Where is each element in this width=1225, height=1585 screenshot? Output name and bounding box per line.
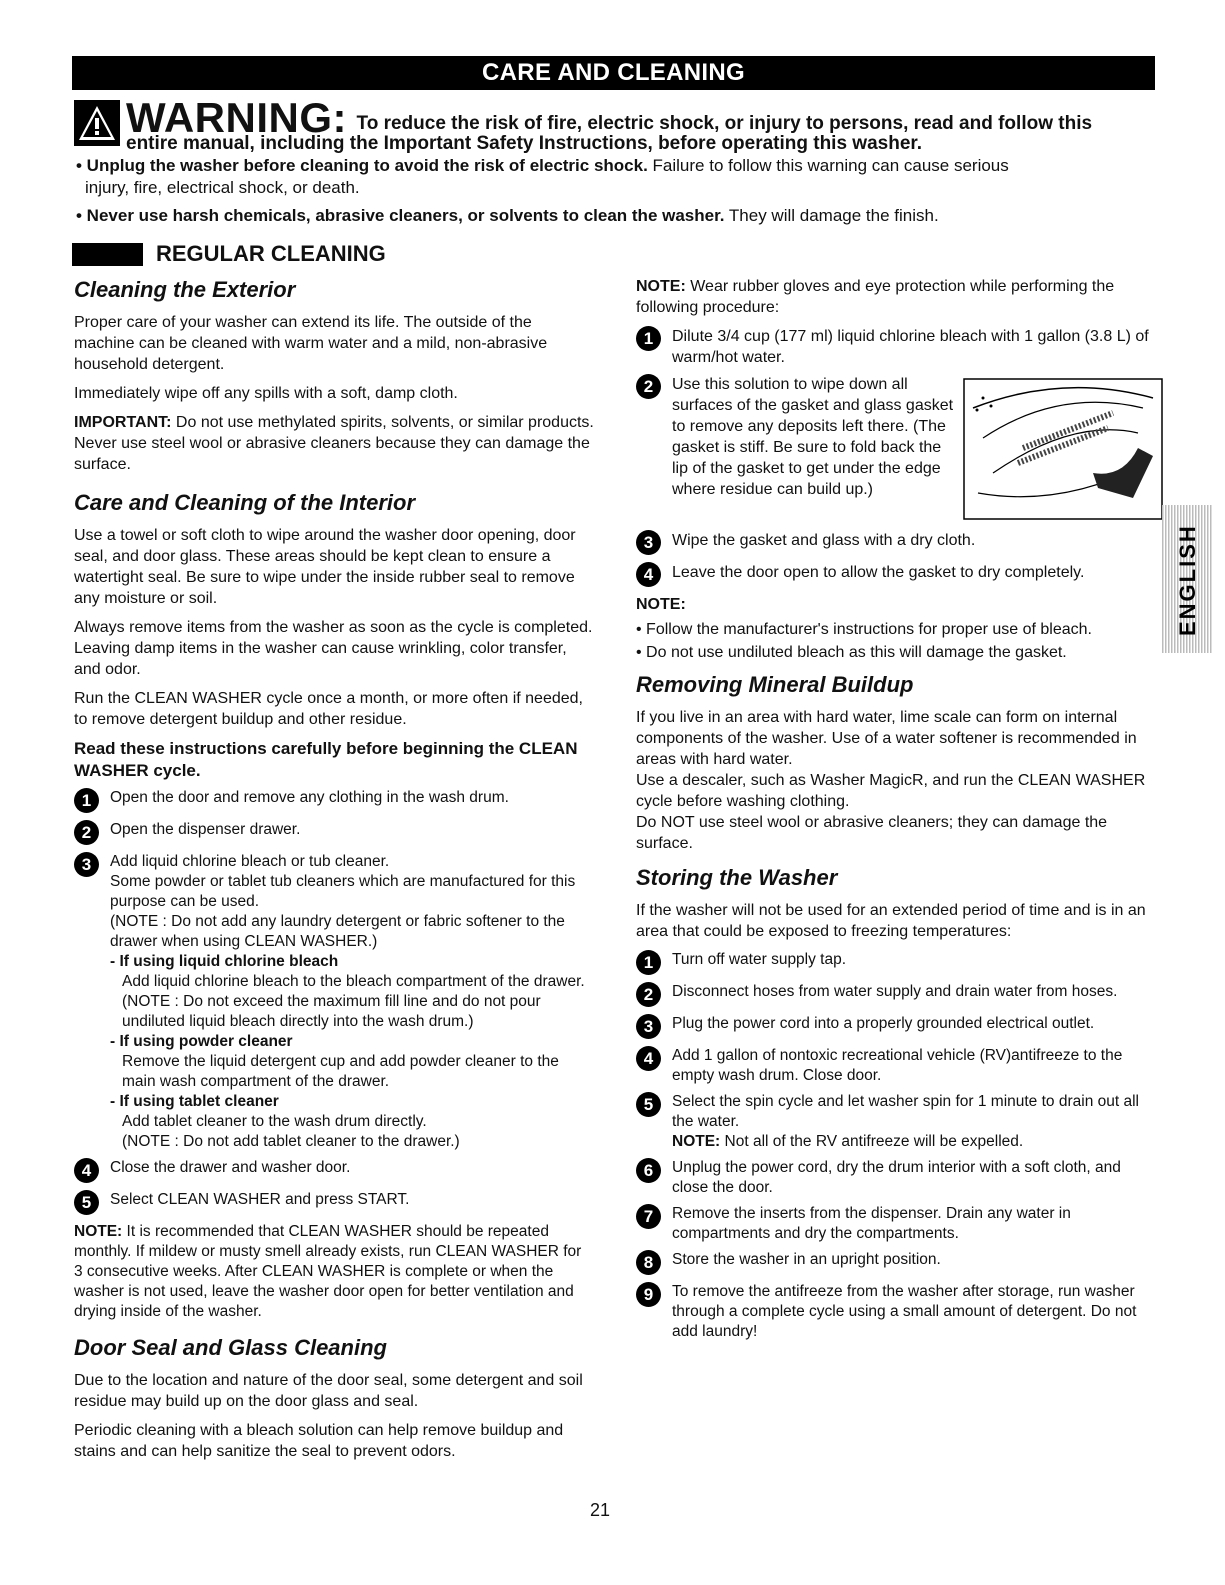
note-label: NOTE: xyxy=(74,1223,123,1240)
step-text: Add liquid chlorine bleach or tub cleaner. xyxy=(110,853,390,870)
exterior-paragraph-1: Proper care of your washer can extend its life. The outside of the machine can be cleaned with warm water and a mild, non-abrasive household detergent. xyxy=(74,314,548,373)
list-item xyxy=(636,1250,1161,1276)
step-text: To remove the antifreeze from the washer after storage, run washer through a complete cycle using a small amount of detergent. Do not add laundry! xyxy=(672,1283,1137,1340)
step-text: Add 1 gallon of nontoxic recreational vehicle (RV)antifreeze to the empty wash drum. Close door. xyxy=(672,1047,1123,1084)
warning-text-line1: To reduce the risk of fire, electric shock, or injury to persons, read and follow this xyxy=(356,113,1093,134)
step-text: Wipe the gasket and glass with a dry cloth. xyxy=(672,532,976,549)
step-number: 1 xyxy=(74,788,99,813)
gasket-illustration xyxy=(963,378,1163,520)
interior-title: Care and Cleaning of the Interior xyxy=(74,490,416,515)
step-number: 2 xyxy=(636,982,661,1007)
step-text: Disconnect hoses from water supply and drain water from hoses. xyxy=(672,983,1118,1000)
step-5-note xyxy=(672,1132,1161,1152)
step-number: 1 xyxy=(636,950,661,975)
list-item xyxy=(636,530,1161,556)
list-item xyxy=(636,1282,1161,1342)
mineral-title: Removing Mineral Buildup xyxy=(636,672,914,697)
list-item xyxy=(636,326,1161,368)
bleach-note-bullet-1: • Follow the manufacturer's instructions for proper use of bleach. xyxy=(636,621,1092,638)
section-title: REGULAR CLEANING xyxy=(156,241,386,266)
bleach-note-label: NOTE: xyxy=(636,596,686,613)
warning-bullet-chemicals xyxy=(76,205,1166,227)
step-text: Turn off water supply tap. xyxy=(672,951,847,968)
language-tab-label: ENGLISH xyxy=(1175,524,1200,636)
mineral-paragraph-2: Use a descaler, such as Washer MagicR, and run the CLEAN WASHER cycle before washing clothing. xyxy=(636,772,1146,810)
sub-tablet-label: - If using tablet cleaner xyxy=(110,1093,279,1110)
list-item xyxy=(74,852,594,1152)
step-number: 3 xyxy=(74,852,99,877)
exterior-paragraph-2: Immediately wipe off any spills with a soft, damp cloth. xyxy=(74,385,458,402)
important-text: Do not use methylated spirits, solvents, or similar products. Never use steel wool or abrasive cleaners because they can damage the surface. xyxy=(74,414,594,473)
bleach-note-bullet-2: • Do not use undiluted bleach as this will damage the gasket. xyxy=(636,644,1067,661)
sub-tablet-note: (NOTE : Do not add tablet cleaner to the drawer.) xyxy=(122,1133,460,1150)
note-label: NOTE: xyxy=(636,278,686,295)
note-text: Wear rubber gloves and eye protection while performing the following procedure: xyxy=(636,278,1115,316)
step-number: 3 xyxy=(636,1014,661,1039)
interior-paragraph-3: Run the CLEAN WASHER cycle once a month, or more often if needed, to remove detergent buildup and other residue. xyxy=(74,690,583,728)
list-item xyxy=(636,982,1161,1008)
step-text: Remove the inserts from the dispenser. Drain any water in compartments and dry the compartments. xyxy=(672,1205,1071,1242)
sub-liquid-label: - If using liquid chlorine bleach xyxy=(110,953,339,970)
sub-liquid-text: Add liquid chlorine bleach to the bleach compartment of the drawer. (NOTE : Do not exceed the maximum fill line and do not pour undiluted liquid bleach directly into the wash drum.) xyxy=(122,973,585,1030)
sub-powder-text: Remove the liquid detergent cup and add powder cleaner to the main wash compartment of the drawer. xyxy=(122,1053,559,1090)
step-text: Select the spin cycle and let washer spin for 1 minute to drain out all the water. xyxy=(672,1093,1139,1130)
list-item xyxy=(636,950,1161,976)
step-number: 8 xyxy=(636,1250,661,1275)
warning-word: WARNING xyxy=(126,94,333,141)
section-bar xyxy=(72,243,143,266)
list-item xyxy=(636,1092,1161,1152)
important-paragraph xyxy=(74,412,594,475)
warning-text-line2: entire manual, including the Important Safety Instructions, before operating this washer. xyxy=(126,133,923,154)
note-text: It is recommended that CLEAN WASHER should be repeated monthly. If mildew or musty smell already exists, run CLEAN WASHER for 3 consecutive weeks. After CLEAN WASHER is complete or when the washer is not used, leave the washer door open for better ventilation and drying inside of the washer. xyxy=(74,1223,582,1320)
step-number: 7 xyxy=(636,1204,661,1229)
step-number: 4 xyxy=(636,1046,661,1071)
list-item xyxy=(636,1046,1161,1086)
door-seal-paragraph-1: Due to the location and nature of the door seal, some detergent and soil residue may build up on the door glass and seal. xyxy=(74,1372,583,1410)
storing-steps xyxy=(636,950,1161,1342)
list-item xyxy=(636,1204,1161,1244)
step-number: 4 xyxy=(636,562,661,587)
step-number: 9 xyxy=(636,1282,661,1307)
step-text: Dilute 3/4 cup (177 ml) liquid chlorine bleach with 1 gallon (3.8 L) of warm/hot water. xyxy=(672,328,1149,366)
interior-paragraph-1: Use a towel or soft cloth to wipe around the washer door opening, door seal, and door glass. These areas should be kept clean to ensure a watertight seal. Be sure to wipe under the inside rubber seal to remove any moisture or soil. xyxy=(74,527,576,607)
storing-paragraph: If the washer will not be used for an extended period of time and is in an area that could be exposed to freezing temperatures: xyxy=(636,902,1146,940)
step-text: Select CLEAN WASHER and press START. xyxy=(110,1191,410,1208)
step-number: 5 xyxy=(74,1190,99,1215)
exterior-title: Cleaning the Exterior xyxy=(74,277,296,302)
bullet-chemicals-bold: • Never use harsh chemicals, abrasive cleaners, or solvents to clean the washer. xyxy=(76,206,725,225)
storing-title: Storing the Washer xyxy=(636,865,838,890)
step-text: Unplug the power cord, dry the drum interior with a soft cloth, and close the door. xyxy=(672,1159,1121,1196)
step-text: Close the drawer and washer door. xyxy=(110,1159,351,1176)
sub-tablet-text: Add tablet cleaner to the wash drum directly. xyxy=(122,1113,427,1130)
door-seal-paragraph-2: Periodic cleaning with a bleach solution can help remove buildup and stains and can help sanitize the seal to prevent odors. xyxy=(74,1422,564,1460)
bullet-chemicals-rest: They will damage the finish. xyxy=(724,206,939,225)
step-text: Use this solution to wipe down all surfaces of the gasket and glass gasket to remove any deposits left there. (The gasket is stiff. Be sure to fold back the lip of the gasket to get under the edge where residue can build up.) xyxy=(672,376,954,498)
step-number: 3 xyxy=(636,530,661,555)
mineral-paragraph-3: Do NOT use steel wool or abrasive cleaners; they can damage the surface. xyxy=(636,814,1108,852)
step-number: 2 xyxy=(74,820,99,845)
step-number: 5 xyxy=(636,1092,661,1117)
step-number: 6 xyxy=(636,1158,661,1183)
read-instructions-heading: Read these instructions carefully before beginning the CLEAN WASHER cycle. xyxy=(74,739,578,780)
step-text: Plug the power cord into a properly grounded electrical outlet. xyxy=(672,1015,1095,1032)
list-item xyxy=(74,1158,594,1184)
note-label: NOTE: xyxy=(672,1133,721,1150)
right-column xyxy=(636,276,1161,1348)
door-seal-title: Door Seal and Glass Cleaning xyxy=(74,1335,387,1360)
step-text: Open the door and remove any clothing in the wash drum. xyxy=(110,789,509,806)
step-text: Leave the door open to allow the gasket to dry completely. xyxy=(672,564,1085,581)
step-text: Open the dispenser drawer. xyxy=(110,821,301,838)
list-item xyxy=(636,1014,1161,1040)
clean-washer-steps xyxy=(74,788,594,1322)
bullet-unplug-rest: Failure to follow this warning can cause serious xyxy=(647,156,1009,175)
note-text: Not all of the RV antifreeze will be expelled. xyxy=(720,1133,1024,1150)
interior-paragraph-2: Always remove items from the washer as soon as the cycle is completed. Leaving damp items in the washer can cause wrinkling, color transfer, and odor. xyxy=(74,619,593,678)
step-text: Store the washer in an upright position. xyxy=(672,1251,941,1268)
mineral-paragraph-1: If you live in an area with hard water, lime scale can form on internal components of the washer. Use of a water softener is recommended in areas with hard water. xyxy=(636,709,1137,768)
bullet-unplug-bold: • Unplug the washer before cleaning to avoid the risk of electric shock. xyxy=(76,156,648,175)
important-label: IMPORTANT: xyxy=(74,414,172,431)
page-number: 21 xyxy=(590,1500,611,1520)
step-number: 2 xyxy=(636,374,661,399)
gloves-note xyxy=(636,276,1161,318)
step-3-more: Some powder or tablet tub cleaners which are manufactured for this purpose can be used. xyxy=(110,873,576,910)
sub-powder-label: - If using powder cleaner xyxy=(110,1033,293,1050)
step-number: 1 xyxy=(636,326,661,351)
step-3-note: (NOTE : Do not add any laundry detergent or fabric softener to the drawer when using CLEAN WASHER.) xyxy=(110,913,565,950)
list-item xyxy=(74,820,594,846)
page-banner: CARE AND CLEANING xyxy=(72,56,1155,90)
list-item xyxy=(636,374,1161,524)
list-item xyxy=(636,1158,1161,1198)
warning-bullet-unplug xyxy=(76,155,1166,199)
step-number: 4 xyxy=(74,1158,99,1183)
warning-colon: : xyxy=(332,94,347,141)
bullet-unplug-cont: injury, fire, electrical shock, or death. xyxy=(85,178,360,197)
left-column xyxy=(74,276,594,1470)
clean-washer-note xyxy=(74,1222,594,1322)
list-item xyxy=(636,562,1161,588)
list-item xyxy=(74,1190,594,1216)
warning-triangle-icon xyxy=(74,100,120,146)
list-item xyxy=(74,788,594,814)
